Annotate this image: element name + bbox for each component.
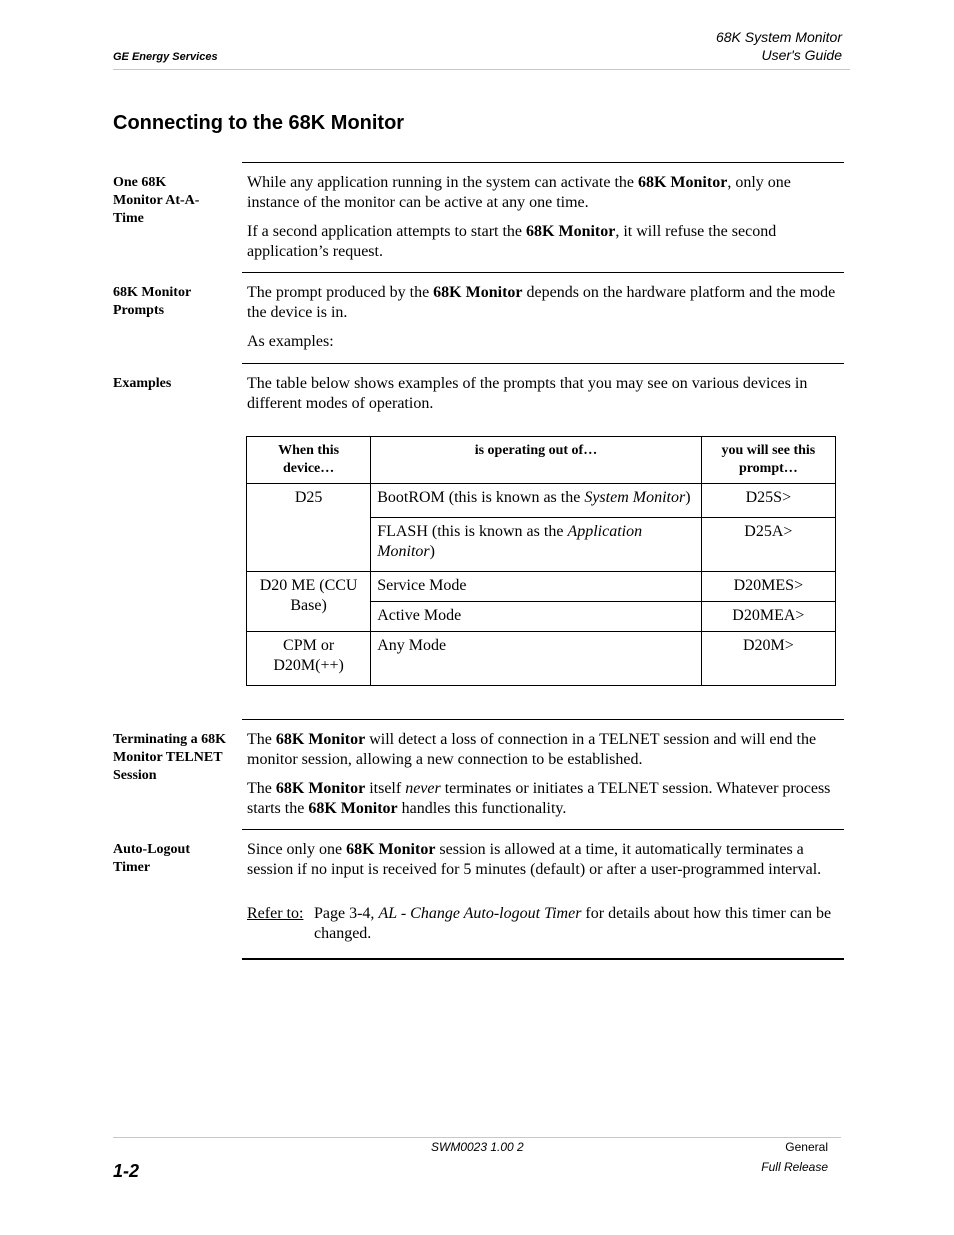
document-title-line-2: User's Guide bbox=[761, 47, 842, 63]
column-header-prompt: you will see this prompt… bbox=[701, 437, 835, 484]
section-label-one-at-a-time: One 68K Monitor At-A-Time bbox=[113, 175, 200, 226]
section-label-autologout: Auto-Logout Timer bbox=[113, 842, 191, 875]
column-header-device: When this device… bbox=[247, 437, 371, 484]
section-rule bbox=[242, 162, 844, 163]
paragraph: The prompt produced by the 68K Monitor depends on the hardware platform and the mode the device is in. bbox=[247, 284, 836, 321]
section-rule bbox=[242, 829, 844, 830]
prompt-cell: D25A> bbox=[701, 518, 835, 572]
prompt-examples-table bbox=[246, 436, 836, 686]
paragraph: The 68K Monitor itself never terminates or initiates a TELNET session. Whatever process starts the 68K Monitor handles this functionality. bbox=[247, 780, 831, 817]
column-header-mode: is operating out of… bbox=[371, 437, 702, 484]
section-rule bbox=[242, 363, 844, 364]
table-row bbox=[247, 484, 836, 518]
section-body-examples bbox=[247, 374, 837, 423]
release-status: Full Release bbox=[761, 1160, 828, 1174]
paragraph: As examples: bbox=[247, 333, 334, 350]
end-rule bbox=[242, 958, 844, 960]
paragraph: The table below shows examples of the prompts that you may see on various devices in different modes of operation. bbox=[247, 375, 808, 412]
section-label-prompts: 68K Monitor Prompts bbox=[113, 285, 191, 318]
refer-to-link[interactable]: Page 3-4, AL - Change Auto-logout Timer for details about how this timer can be changed. bbox=[314, 905, 832, 942]
document-title-line-1: 68K System Monitor bbox=[715, 29, 842, 45]
section-label-examples: Examples bbox=[113, 376, 172, 391]
device-cell: D25 bbox=[247, 484, 371, 572]
paragraph: Since only one 68K Monitor session is allowed at a time, it automatically terminates a session if no input is received for 5 minutes (default) or after a user-programmed interval. bbox=[247, 841, 822, 878]
page-number: 1-2 bbox=[113, 1161, 140, 1181]
section-label-telnet: Terminating a 68K Monitor TELNET Session bbox=[113, 732, 227, 783]
company-name: GE Energy Services bbox=[113, 51, 218, 63]
prompt-cell: D20MES> bbox=[701, 572, 835, 602]
table-row bbox=[247, 572, 836, 602]
mode-cell: Any Mode bbox=[371, 632, 702, 686]
table-row bbox=[247, 632, 836, 686]
prompt-cell: D20MEA> bbox=[701, 602, 835, 632]
footer-rule bbox=[113, 1137, 841, 1138]
mode-cell: Active Mode bbox=[371, 602, 702, 632]
refer-to-label: Refer to: bbox=[247, 905, 304, 922]
paragraph: If a second application attempts to start the 68K Monitor, it will refuse the second application’s request. bbox=[247, 223, 777, 260]
section-body-one-at-a-time bbox=[247, 173, 837, 271]
prompt-cell: D20M> bbox=[701, 632, 835, 686]
mode-cell: FLASH (this is known as the Application Monitor) bbox=[371, 518, 702, 572]
device-cell: D20 ME (CCU Base) bbox=[247, 572, 371, 632]
page-title: Connecting to the 68K Monitor bbox=[113, 112, 405, 134]
section-rule bbox=[242, 272, 844, 273]
table-header-row bbox=[247, 437, 836, 484]
section-body-autologout bbox=[247, 840, 837, 889]
footer-section: General bbox=[785, 1140, 828, 1154]
document-id: SWM0023 1.00 2 bbox=[431, 1140, 524, 1154]
mode-cell: Service Mode bbox=[371, 572, 702, 602]
prompt-cell: D25S> bbox=[701, 484, 835, 518]
mode-cell: BootROM (this is known as the System Monitor) bbox=[371, 484, 702, 518]
paragraph: While any application running in the system can activate the 68K Monitor, only one instance of the monitor can be active at any one time. bbox=[247, 174, 791, 211]
document-title bbox=[542, 28, 842, 64]
device-cell: CPM or D20M(++) bbox=[247, 632, 371, 686]
section-body-telnet bbox=[247, 730, 837, 828]
paragraph: The 68K Monitor will detect a loss of connection in a TELNET session and will end the monitor session, allowing a new connection to be established. bbox=[247, 731, 817, 768]
header-rule bbox=[113, 69, 850, 70]
section-body-prompts bbox=[247, 283, 837, 361]
refer-to-note bbox=[247, 904, 837, 944]
section-rule bbox=[242, 719, 844, 720]
